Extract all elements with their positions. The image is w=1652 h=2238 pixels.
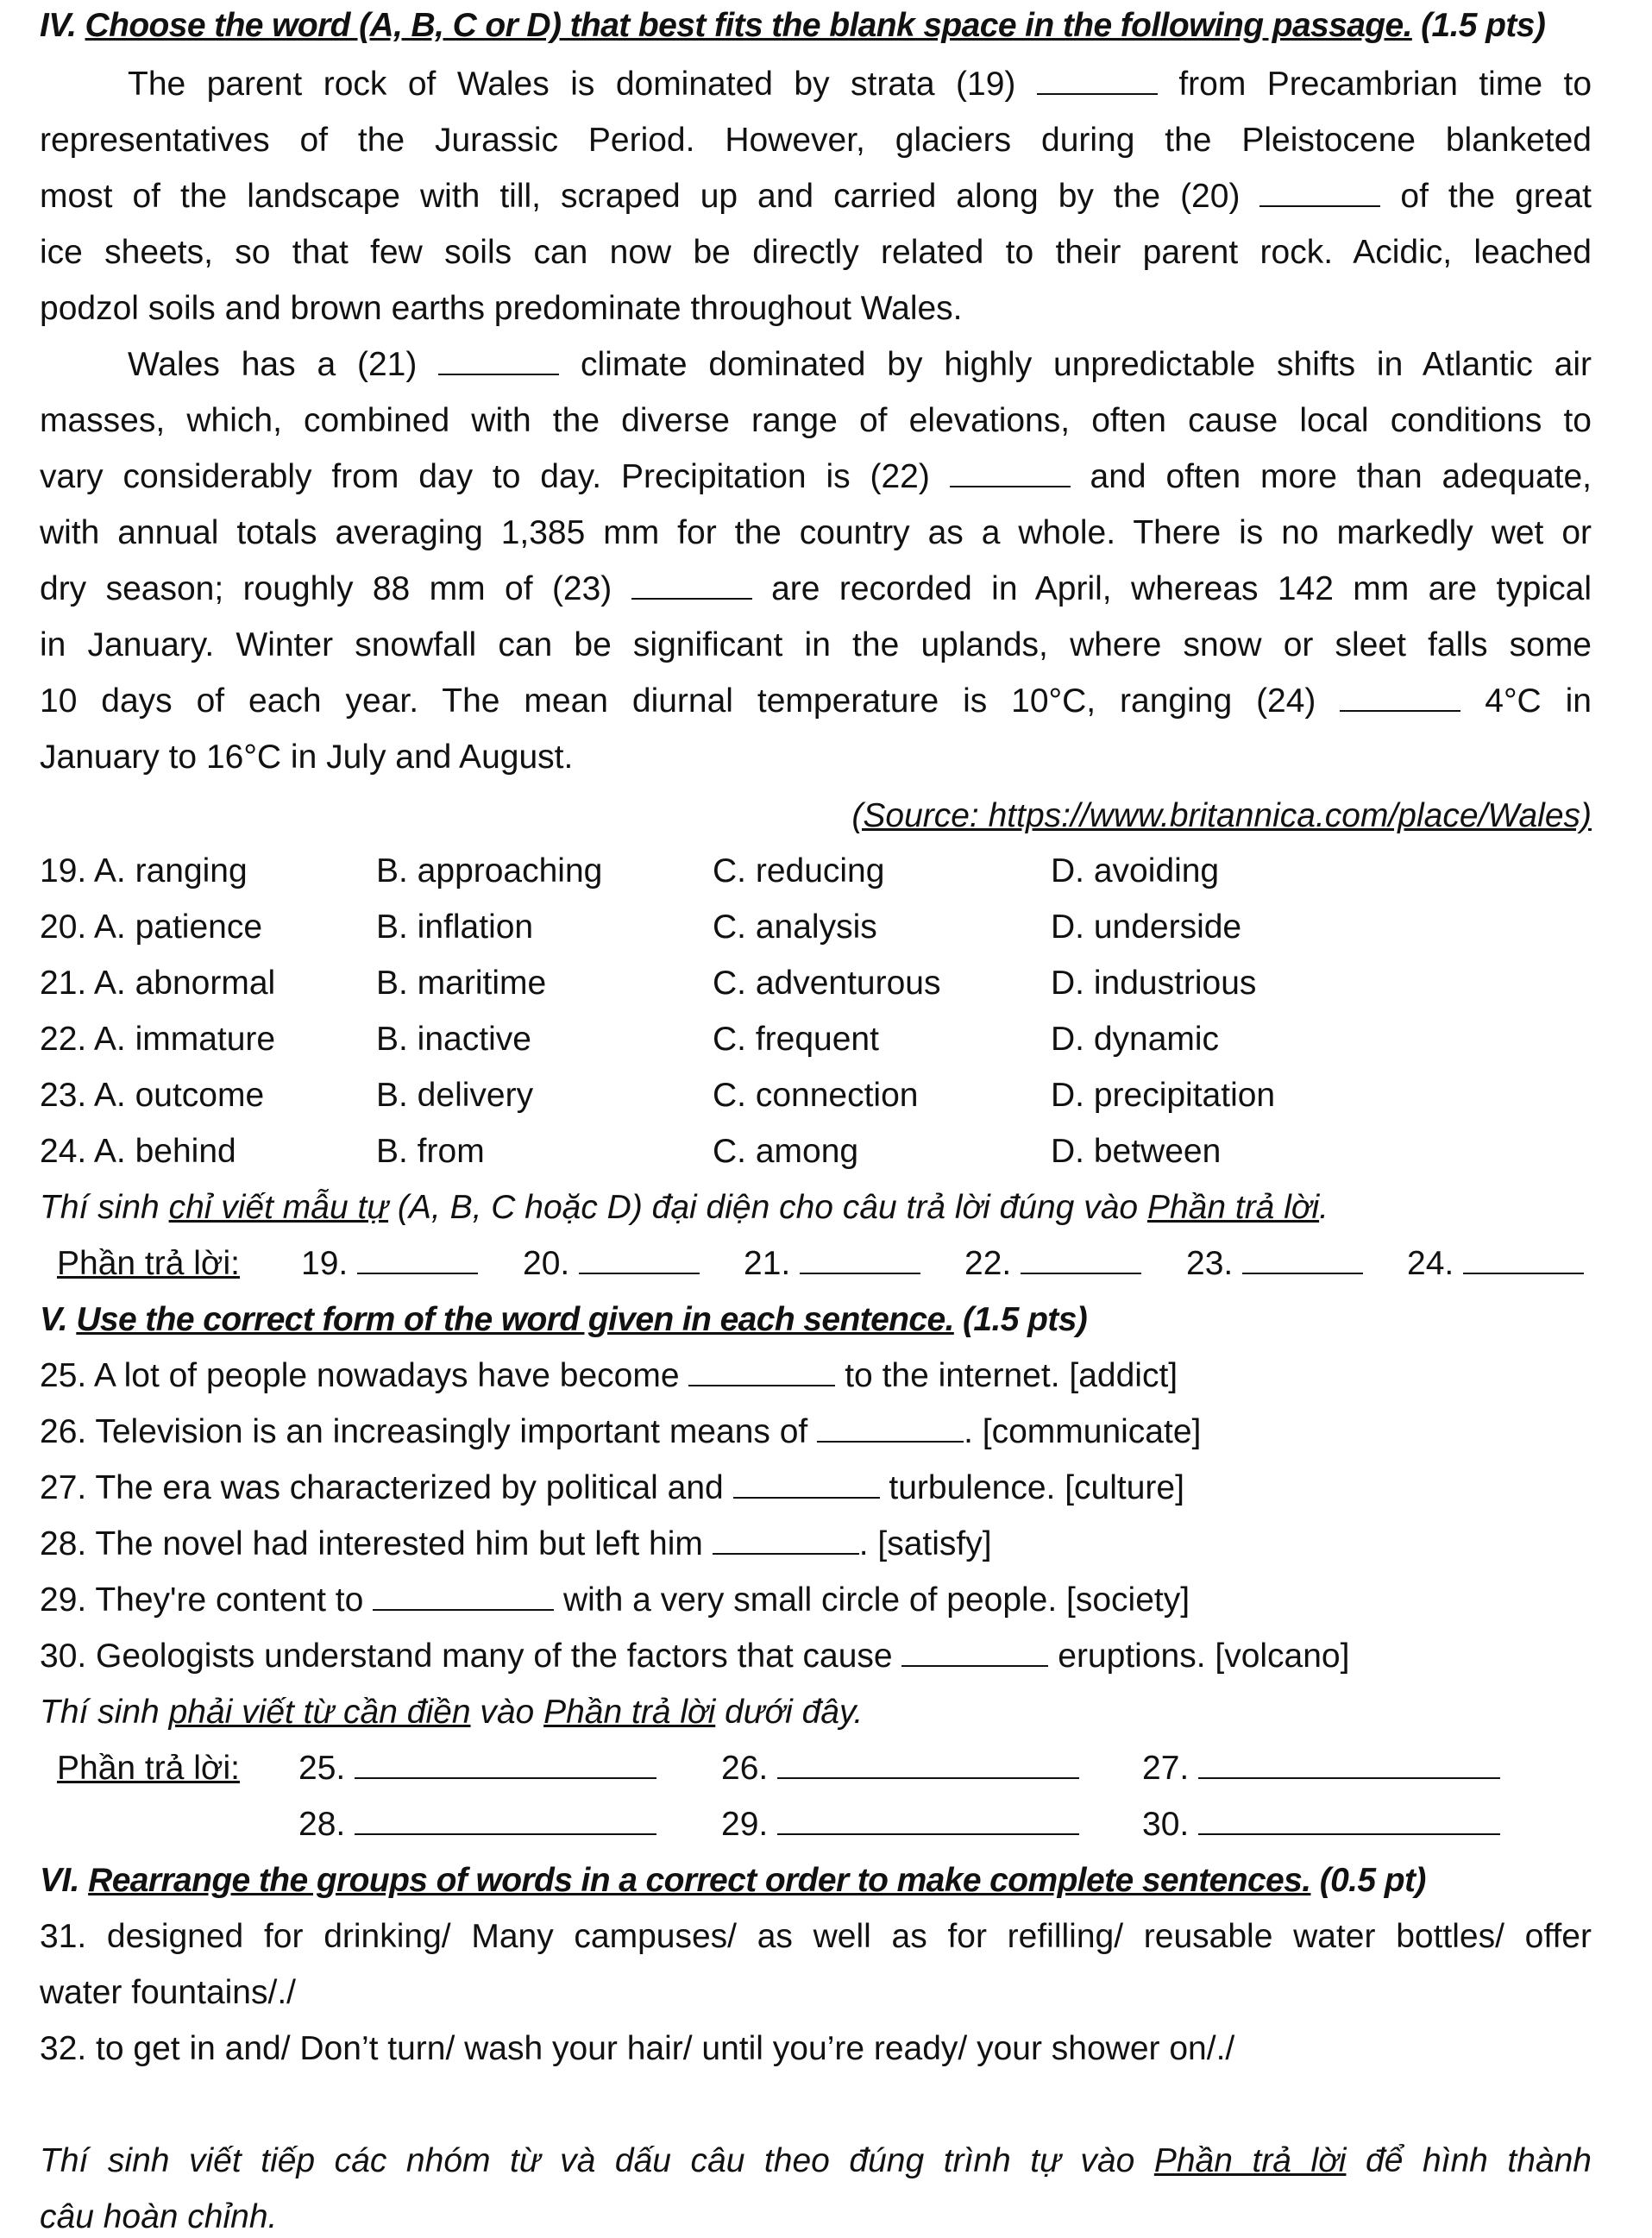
option-23-b[interactable]: B. delivery	[376, 1077, 534, 1114]
answer-20[interactable]	[523, 1243, 700, 1285]
section-6-points: (0.5 pt)	[1310, 1862, 1426, 1899]
passage-line	[40, 288, 1592, 330]
answer-blank[interactable]	[1198, 1748, 1500, 1779]
passage-line	[128, 344, 1592, 386]
passage-text: from Precambrian time to	[1157, 66, 1592, 103]
section-4-instruction	[40, 1187, 1592, 1229]
passage-line	[128, 64, 1592, 105]
section-6-instruction	[40, 2141, 1592, 2182]
option-22-d[interactable]: D. dynamic	[1051, 1021, 1220, 1058]
answer-number: 20.	[523, 1245, 570, 1282]
instruction-text: để hình thành	[1346, 2142, 1592, 2179]
answer-22[interactable]	[964, 1243, 1141, 1285]
question-text: 26. Television is an increasingly important means of	[40, 1413, 818, 1450]
answer-number: 27.	[1142, 1750, 1190, 1787]
instruction-text: .	[1319, 1189, 1329, 1226]
answer-blank[interactable]	[1463, 1243, 1584, 1274]
question-text: . [communicate]	[964, 1413, 1202, 1450]
passage-line	[40, 569, 1592, 610]
passage-text: and often more than adequate,	[1070, 458, 1592, 495]
passage-text: ice sheets, so that few soils can now be directly related to their parent rock. Acidic, leached	[40, 234, 1592, 271]
question-31-line-1: 31. designed for drinking/ Many campuses/ as well as for refilling/ reusable water bottles/ offer	[40, 1918, 1592, 1955]
blank-25[interactable]	[688, 1355, 835, 1386]
section-6-number: VI.	[40, 1862, 89, 1899]
answer-blank[interactable]	[355, 1804, 656, 1835]
option-23-d[interactable]: D. precipitation	[1051, 1077, 1276, 1114]
option-19-d[interactable]: D. avoiding	[1051, 852, 1220, 890]
instruction-emphasis: Phần trả lời	[1146, 1189, 1320, 1226]
question-text: 25. A lot of people nowadays have become	[40, 1357, 689, 1394]
option-20-a[interactable]: 20. A. patience	[40, 908, 263, 946]
source-link[interactable]: (Source: https://www.britannica.com/place/Wales)	[851, 797, 1592, 834]
instruction-text: (A, B, C hoặc D) đại diện cho câu trả lời đúng vào	[388, 1189, 1147, 1226]
passage-text: 10 days of each year. The mean diurnal temperature is 10°C, ranging (24)	[40, 682, 1341, 720]
question-28	[40, 1524, 1592, 1565]
answer-19[interactable]	[301, 1243, 478, 1285]
option-21-a[interactable]: 21. A. abnormal	[40, 965, 276, 1002]
option-24-a[interactable]: 24. A. behind	[40, 1133, 236, 1170]
question-31-line-2: water fountains/./	[40, 1974, 296, 2011]
blank-27[interactable]	[733, 1468, 880, 1499]
answer-28[interactable]	[298, 1804, 656, 1845]
option-20-b[interactable]: B. inflation	[376, 908, 534, 946]
answer-number: 30.	[1142, 1806, 1190, 1843]
blank-29[interactable]	[373, 1580, 554, 1611]
answer-24[interactable]	[1407, 1243, 1584, 1285]
answer-number: 29.	[721, 1806, 769, 1843]
question-text: 29. They're content to	[40, 1581, 374, 1619]
passage-line	[40, 176, 1592, 217]
answer-blank[interactable]	[800, 1243, 920, 1274]
answer-number: 25.	[298, 1750, 346, 1787]
section-4-number: IV.	[40, 7, 85, 44]
question-text: to the internet. [addict]	[835, 1357, 1178, 1394]
option-19-a[interactable]: 19. A. ranging	[40, 852, 248, 890]
passage-text: in January. Winter snowfall can be significant in the uplands, where snow or sleet falls some	[40, 626, 1592, 663]
answer-label: Phần trả lời:	[57, 1750, 241, 1787]
passage-text: The parent rock of Wales is dominated by strata (19)	[128, 66, 1037, 103]
answer-blank[interactable]	[1242, 1243, 1363, 1274]
section-5-number: V.	[40, 1301, 77, 1338]
section-6-instruction-line-2: câu hoàn chỉnh.	[40, 2198, 278, 2235]
question-text: . [satisfy]	[858, 1525, 992, 1562]
answer-number: 19.	[301, 1245, 349, 1282]
instruction-text: dưới đây.	[715, 1694, 864, 1731]
passage-line	[40, 120, 1592, 161]
answer-number: 22.	[964, 1245, 1012, 1282]
answer-number: 23.	[1186, 1245, 1234, 1282]
answer-30[interactable]	[1142, 1804, 1500, 1845]
section-5-instruction	[40, 1692, 1592, 1733]
answer-29[interactable]	[721, 1804, 1079, 1845]
option-21-b[interactable]: B. maritime	[376, 965, 547, 1002]
question-26	[40, 1411, 1592, 1453]
answer-number: 24.	[1407, 1245, 1454, 1282]
passage-text: vary considerably from day to day. Precipitation is (22)	[40, 458, 950, 495]
answer-blank[interactable]	[777, 1748, 1079, 1779]
answer-blank[interactable]	[1198, 1804, 1500, 1835]
passage-text: 4°C in	[1460, 682, 1592, 720]
question-25	[40, 1355, 1592, 1397]
answer-number: 26.	[721, 1750, 769, 1787]
option-22-b[interactable]: B. inactive	[376, 1021, 531, 1058]
blank-20[interactable]	[1259, 176, 1380, 207]
passage-text: January to 16°C in July and August.	[40, 739, 574, 776]
option-20-d[interactable]: D. underside	[1051, 908, 1242, 946]
passage-line	[40, 456, 1592, 498]
passage-line	[40, 400, 1592, 442]
passage-line	[40, 737, 1592, 778]
question-30	[40, 1636, 1592, 1677]
passage-text: with annual totals averaging 1,385 mm for the country as a whole. There is no markedly wet or	[40, 514, 1592, 551]
blank-26[interactable]	[817, 1411, 964, 1443]
passage-text: Wales has a (21)	[128, 346, 439, 383]
section-6-heading	[40, 1860, 1592, 1902]
instruction-emphasis: Phần trả lời	[1153, 2142, 1347, 2179]
passage-text: of the great	[1380, 178, 1592, 215]
blank-24[interactable]	[1340, 681, 1460, 712]
question-text: with a very small circle of people. [society]	[554, 1581, 1190, 1619]
question-text: 28. The novel had interested him but left him	[40, 1525, 713, 1562]
passage-text: representatives of the Jurassic Period. However, glaciers during the Pleistocene blanketed	[40, 122, 1592, 159]
passage-text: are recorded in April, whereas 142 mm are typical	[751, 570, 1592, 607]
option-23-c[interactable]: C. connection	[713, 1077, 919, 1114]
option-20-c[interactable]: C. analysis	[713, 908, 877, 946]
section-6-title: Rearrange the groups of words in a correct order to make complete sentences.	[88, 1862, 1311, 1899]
answer-26[interactable]	[721, 1748, 1079, 1789]
question-29	[40, 1580, 1592, 1621]
answer-blank[interactable]	[357, 1243, 478, 1274]
passage-line	[40, 512, 1592, 554]
answer-blank[interactable]	[355, 1748, 656, 1779]
blank-23[interactable]	[631, 569, 752, 600]
question-32: 32. to get in and/ Don’t turn/ wash your hair/ until you’re ready/ your shower on/./	[40, 2030, 1235, 2067]
question-text: 30. Geologists understand many of the factors that cause	[40, 1638, 902, 1675]
question-text: turbulence. [culture]	[879, 1469, 1184, 1506]
section-4-heading	[40, 5, 1592, 47]
blank-30[interactable]	[901, 1636, 1048, 1667]
passage-text: podzol soils and brown earths predominate throughout Wales.	[40, 290, 963, 327]
answer-label: Phần trả lời:	[57, 1245, 241, 1282]
instruction-emphasis: phải viết từ cần điền	[168, 1694, 471, 1731]
option-22-c[interactable]: C. frequent	[713, 1021, 879, 1058]
answer-blank[interactable]	[1021, 1243, 1141, 1274]
answer-blank[interactable]	[777, 1804, 1079, 1835]
answer-number: 28.	[298, 1806, 346, 1843]
section-5-title: Use the correct form of the word given in each sentence.	[76, 1301, 954, 1338]
blank-28[interactable]	[713, 1524, 859, 1555]
option-19-c[interactable]: C. reducing	[713, 852, 885, 890]
instruction-emphasis: Phần trả lời	[543, 1694, 716, 1731]
instruction-text: vào	[470, 1694, 544, 1731]
option-22-a[interactable]: 22. A. immature	[40, 1021, 276, 1058]
answer-27[interactable]	[1142, 1748, 1500, 1789]
instruction-text: Thí sinh viết tiếp các nhóm từ và dấu câu theo đúng trình tự vào	[40, 2142, 1154, 2179]
option-19-b[interactable]: B. approaching	[376, 852, 603, 890]
blank-22[interactable]	[950, 456, 1071, 487]
question-text: eruptions. [volcano]	[1048, 1638, 1350, 1675]
blank-21[interactable]	[438, 344, 559, 375]
instruction-text: Thí sinh	[40, 1189, 169, 1226]
section-5-heading	[40, 1299, 1592, 1341]
option-24-c[interactable]: C. among	[713, 1133, 859, 1170]
answer-number: 21.	[744, 1245, 791, 1282]
instruction-text: Thí sinh	[40, 1694, 169, 1731]
question-27	[40, 1468, 1592, 1509]
passage-text: climate dominated by highly unpredictable shifts in Atlantic air	[559, 346, 1592, 383]
passage-line	[40, 625, 1592, 666]
section-5-points: (1.5 pts)	[953, 1301, 1088, 1338]
section-4-title: Choose the word (A, B, C or D) that best fits the blank space in the following passage.	[85, 7, 1412, 44]
question-text: 27. The era was characterized by political and	[40, 1469, 733, 1506]
answer-blank[interactable]	[579, 1243, 700, 1274]
passage-text: masses, which, combined with the diverse range of elevations, often cause local conditions to	[40, 402, 1592, 439]
instruction-emphasis: chỉ viết mẫu tự	[168, 1189, 389, 1226]
answer-21[interactable]	[744, 1243, 920, 1285]
option-21-d[interactable]: D. industrious	[1051, 965, 1257, 1002]
passage-text: dry season; roughly 88 mm of (23)	[40, 570, 631, 607]
option-23-a[interactable]: 23. A. outcome	[40, 1077, 265, 1114]
passage-text: most of the landscape with till, scraped up and carried along by the (20)	[40, 178, 1260, 215]
answer-25[interactable]	[298, 1748, 656, 1789]
option-24-d[interactable]: D. between	[1051, 1133, 1222, 1170]
answer-23[interactable]	[1186, 1243, 1363, 1285]
blank-19[interactable]	[1037, 64, 1158, 95]
section-4-points: (1.5 pts)	[1411, 7, 1546, 44]
option-21-c[interactable]: C. adventurous	[713, 965, 941, 1002]
passage-line	[40, 232, 1592, 273]
option-24-b[interactable]: B. from	[376, 1133, 485, 1170]
passage-line	[40, 681, 1592, 722]
